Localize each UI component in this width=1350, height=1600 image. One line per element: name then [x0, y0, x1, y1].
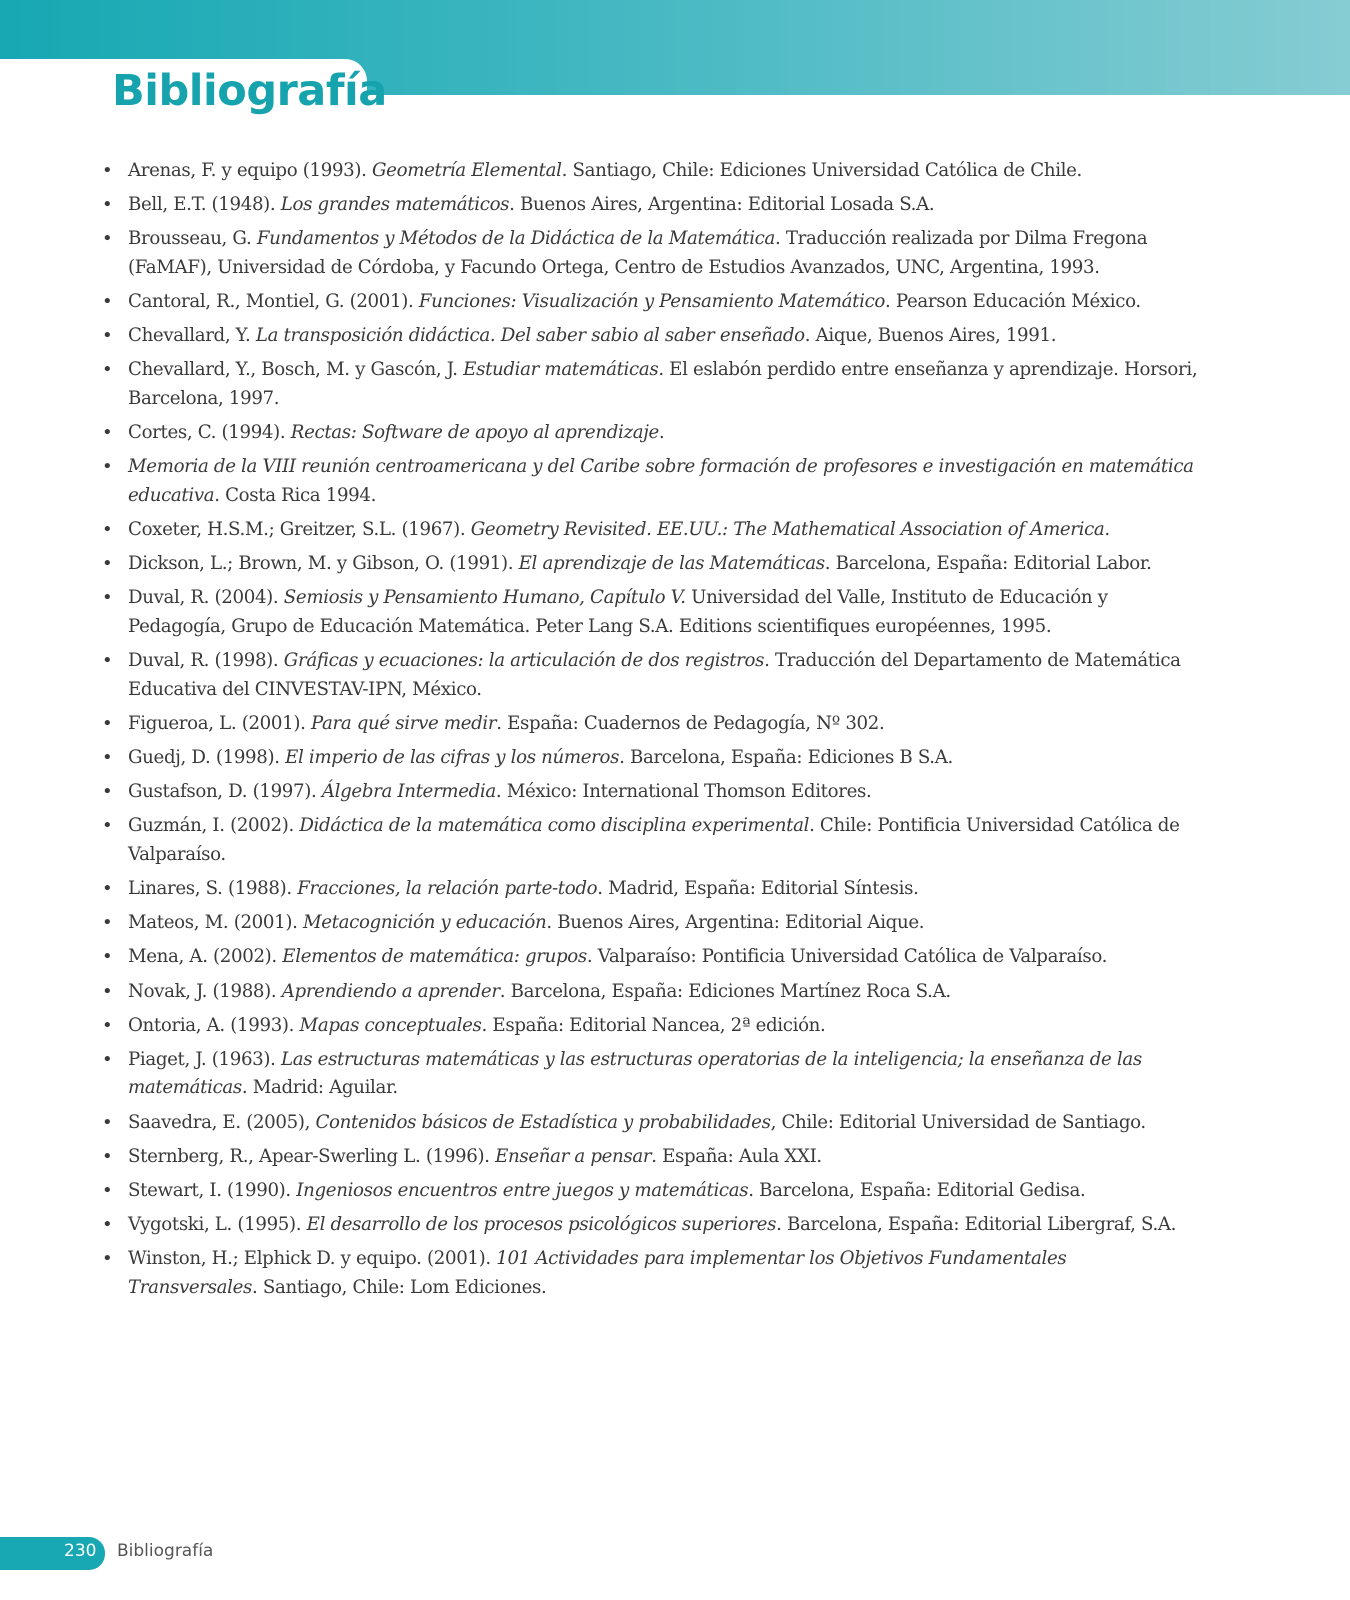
- entry-author: Cortes, C. (1994).: [128, 422, 291, 444]
- bullet-icon: •: [102, 160, 113, 181]
- bullet-icon: •: [102, 519, 113, 540]
- entry-title: Los grandes matemáticos: [280, 194, 510, 216]
- bibliography-entry: [0, 419, 1350, 448]
- bibliography-entry: [0, 157, 1350, 186]
- entry-title: Geometría Elemental: [372, 160, 562, 181]
- bullet-icon: •: [102, 746, 113, 768]
- bibliography-list: [0, 157, 1350, 1308]
- entry-author: Linares, S. (1988).: [128, 878, 298, 899]
- entry-author: Novak, J. (1988).: [128, 980, 282, 1002]
- entry-author: Guedj, D. (1998).: [128, 746, 286, 768]
- bibliography-entry: [0, 1245, 1350, 1302]
- bibliography-entry: [0, 1143, 1350, 1172]
- bullet-icon: •: [102, 422, 113, 444]
- entry-publication: . Traducción realizada por Dilma Fregona (FaMAF), Universidad de Córdoba, y Facundo Ortega, Centro de Estudios Avanzados, UNC, Argentina, 1993.: [128, 228, 1148, 278]
- entry-publication: . Aique, Buenos Aires, 1991.: [804, 325, 1057, 347]
- entry-publication: . Santiago, Chile: Ediciones Universidad Católica de Chile.: [561, 160, 1082, 181]
- bibliography-entry: [0, 356, 1350, 413]
- bullet-icon: •: [102, 1145, 113, 1167]
- entry-title: Contenidos básicos de Estadística y probabilidades: [315, 1111, 771, 1133]
- entry-publication: . España: Editorial Nancea, 2ª edición.: [481, 1014, 826, 1036]
- entry-publication: . Chile: Pontificia Universidad Católica de Valparaíso.: [128, 815, 1180, 865]
- entry-publication: . Santiago, Chile: Lom Ediciones.: [252, 1276, 547, 1298]
- entry-author: Coxeter, H.S.M.; Greitzer, S.L. (1967).: [128, 519, 471, 540]
- bullet-icon: •: [102, 815, 113, 837]
- entry-publication: . España: Aula XXI.: [651, 1145, 822, 1167]
- entry-author: Chevallard, Y.: [128, 325, 256, 347]
- entry-publication: . Barcelona, España: Editorial Gedisa.: [748, 1180, 1086, 1201]
- entry-title: Aprendiendo a aprender: [281, 980, 500, 1002]
- entry-title: Semiosis y Pensamiento Humano, Capítulo V.: [283, 587, 686, 609]
- bibliography-entry: [0, 909, 1350, 938]
- entry-publication: . Madrid, España: Editorial Síntesis.: [597, 878, 919, 899]
- bullet-icon: •: [102, 359, 113, 381]
- bullet-icon: •: [102, 878, 113, 899]
- entry-author: Ontoria, A. (1993).: [128, 1014, 300, 1036]
- bullet-icon: •: [102, 553, 113, 575]
- entry-title: El aprendizaje de las Matemáticas: [518, 553, 825, 575]
- entry-title: La transposición didáctica. Del saber sabio al saber enseñado: [255, 325, 805, 347]
- entry-author: Bell, E.T. (1948).: [128, 194, 281, 216]
- bibliography-entry: [0, 584, 1350, 641]
- bullet-icon: •: [102, 650, 113, 672]
- bullet-icon: •: [102, 980, 113, 1002]
- entry-author: Dickson, L.; Brown, M. y Gibson, O. (1991).: [128, 553, 519, 575]
- entry-publication: . Valparaíso: Pontificia Universidad Católica de Valparaíso.: [586, 946, 1108, 968]
- entry-title: Funciones: Visualización y Pensamiento Matemático: [418, 291, 886, 313]
- bullet-icon: •: [102, 781, 113, 803]
- entry-author: Sternberg, R., Apear-Swerling L. (1996).: [128, 1145, 496, 1167]
- entry-publication: . Pearson Educación México.: [885, 291, 1141, 313]
- entry-author: Arenas, F. y equipo (1993).: [128, 160, 372, 181]
- entry-title: Memoria de la VIII reunión centroamericana y del Caribe sobre formación de profesores e investigación en matemática educativa: [128, 456, 1194, 506]
- entry-publication: . El eslabón perdido entre enseñanza y aprendizaje. Horsori, Barcelona, 1997.: [128, 359, 1198, 409]
- entry-title: 101 Actividades para implementar los Objetivos Fundamentales Transversales: [128, 1248, 1067, 1298]
- page-number: 230: [64, 1541, 97, 1561]
- entry-author: Brousseau, G.: [128, 228, 257, 250]
- bibliography-entry: [0, 288, 1350, 317]
- entry-author: Mena, A. (2002).: [128, 946, 283, 968]
- bibliography-entry: [0, 812, 1350, 869]
- bullet-icon: •: [102, 712, 113, 734]
- bullet-icon: •: [102, 946, 113, 968]
- bibliography-entry: [0, 1109, 1350, 1138]
- entry-publication: .: [1104, 519, 1110, 540]
- entry-title: Mapas conceptuales: [299, 1014, 482, 1036]
- entry-publication: . Barcelona, España: Editorial Libergraf, S.A.: [776, 1214, 1177, 1236]
- entry-publication: Universidad del Valle, Instituto de Educación y Pedagogía, Grupo de Educación Matemática. Peter Lang S.A. Editions scientifiques européennes, 1995.: [128, 587, 1108, 637]
- bullet-icon: •: [102, 912, 113, 934]
- bullet-icon: •: [102, 1111, 113, 1133]
- entry-author: Vygotski, L. (1995).: [128, 1214, 307, 1236]
- entry-author: Chevallard, Y., Bosch, M. y Gascón, J.: [128, 359, 464, 381]
- entry-title: Fracciones, la relación parte-todo: [297, 878, 598, 899]
- page-title: Bibliografía: [112, 66, 387, 116]
- bullet-icon: •: [102, 456, 113, 478]
- bibliography-entry: [0, 710, 1350, 739]
- entry-author: Gustafson, D. (1997).: [128, 781, 322, 803]
- bibliography-entry: [0, 225, 1350, 282]
- entry-publication: . Barcelona, España: Ediciones Martínez Roca S.A.: [499, 980, 951, 1002]
- bullet-icon: •: [102, 194, 113, 216]
- bullet-icon: •: [102, 1248, 113, 1270]
- entry-title: Elementos de matemática: grupos: [282, 946, 587, 968]
- bibliography-entry: [0, 1046, 1350, 1103]
- entry-publication: . Barcelona, España: Ediciones B S.A.: [619, 746, 953, 768]
- entry-author: Figueroa, L. (2001).: [128, 712, 311, 734]
- bibliography-entry: [0, 191, 1350, 220]
- entry-title: Álgebra Intermedia: [321, 781, 496, 803]
- bibliography-entry: [0, 516, 1350, 545]
- entry-title: Para qué sirve medir: [310, 712, 497, 734]
- entry-publication: . España: Cuadernos de Pedagogía, Nº 302.: [496, 712, 885, 734]
- bibliography-entry: [0, 322, 1350, 351]
- footer-section-label: Bibliografía: [117, 1541, 214, 1561]
- entry-publication: . Traducción del Departamento de Matemática Educativa del CINVESTAV-IPN, México.: [128, 650, 1181, 700]
- bullet-icon: •: [102, 1014, 113, 1036]
- entry-title: El imperio de las cifras y los números: [285, 746, 620, 768]
- entry-title: El desarrollo de los procesos psicológicos superiores: [306, 1214, 777, 1236]
- entry-publication: . Madrid: Aguilar.: [241, 1077, 398, 1099]
- entry-publication: . Buenos Aires, Argentina: Editorial Losada S.A.: [509, 194, 935, 216]
- entry-publication: . Buenos Aires, Argentina: Editorial Aique.: [546, 912, 925, 934]
- bibliography-entry: [0, 1211, 1350, 1240]
- entry-title: Enseñar a pensar: [495, 1145, 652, 1167]
- bibliography-entry: [0, 550, 1350, 579]
- entry-author: Cantoral, R., Montiel, G. (2001).: [128, 291, 419, 313]
- entry-publication: . Barcelona, España: Editorial Labor.: [824, 553, 1152, 575]
- entry-title: Las estructuras matemáticas y las estructuras operatorias de la inteligencia; la enseñanza de las matemáticas: [128, 1048, 1142, 1099]
- entry-author: Mateos, M. (2001).: [128, 912, 303, 934]
- bullet-icon: •: [102, 1048, 113, 1070]
- bibliography-entry: [0, 778, 1350, 807]
- entry-publication: . Costa Rica 1994.: [214, 484, 377, 506]
- bullet-icon: •: [102, 228, 113, 250]
- bibliography-entry: [0, 1012, 1350, 1041]
- bibliography-entry: [0, 875, 1350, 904]
- bullet-icon: •: [102, 291, 113, 313]
- entry-author: Piaget, J. (1963).: [128, 1048, 282, 1070]
- entry-author: Saavedra, E. (2005),: [128, 1111, 316, 1133]
- bullet-icon: •: [102, 325, 113, 347]
- entry-author: Guzmán, I. (2002).: [128, 815, 300, 837]
- entry-title: Rectas: Software de apoyo al aprendizaje: [290, 422, 659, 444]
- bullet-icon: •: [102, 1214, 113, 1236]
- entry-title: Fundamentos y Métodos de la Didáctica de la Matemática: [256, 228, 776, 250]
- entry-publication: . México: International Thomson Editores.: [495, 781, 872, 803]
- bullet-icon: •: [102, 587, 113, 609]
- entry-publication: .: [658, 422, 665, 444]
- bibliography-entry: [0, 647, 1350, 704]
- bibliography-entry: [0, 453, 1350, 510]
- entry-title: Ingeniosos encuentros entre juegos y matemáticas: [296, 1180, 749, 1201]
- entry-title: Estudiar matemáticas: [463, 359, 659, 381]
- entry-author: Duval, R. (2004).: [128, 587, 284, 609]
- bibliography-entry: [0, 744, 1350, 773]
- entry-title: Gráficas y ecuaciones: la articulación de dos registros: [283, 650, 765, 672]
- entry-title: Metacognición y educación: [302, 912, 547, 934]
- entry-author: Stewart, I. (1990).: [128, 1180, 297, 1201]
- bibliography-entry: [0, 1177, 1350, 1206]
- bullet-icon: •: [102, 1180, 113, 1201]
- entry-title: Didáctica de la matemática como disciplina experimental: [299, 815, 810, 837]
- entry-publication: , Chile: Editorial Universidad de Santiago.: [770, 1111, 1146, 1133]
- entry-title: Geometry Revisited. EE.UU.: The Mathematical Association of America: [470, 519, 1105, 540]
- entry-author: Winston, H.; Elphick D. y equipo. (2001).: [128, 1248, 497, 1270]
- bibliography-entry: [0, 943, 1350, 972]
- bibliography-entry: [0, 978, 1350, 1007]
- entry-author: Duval, R. (1998).: [128, 650, 284, 672]
